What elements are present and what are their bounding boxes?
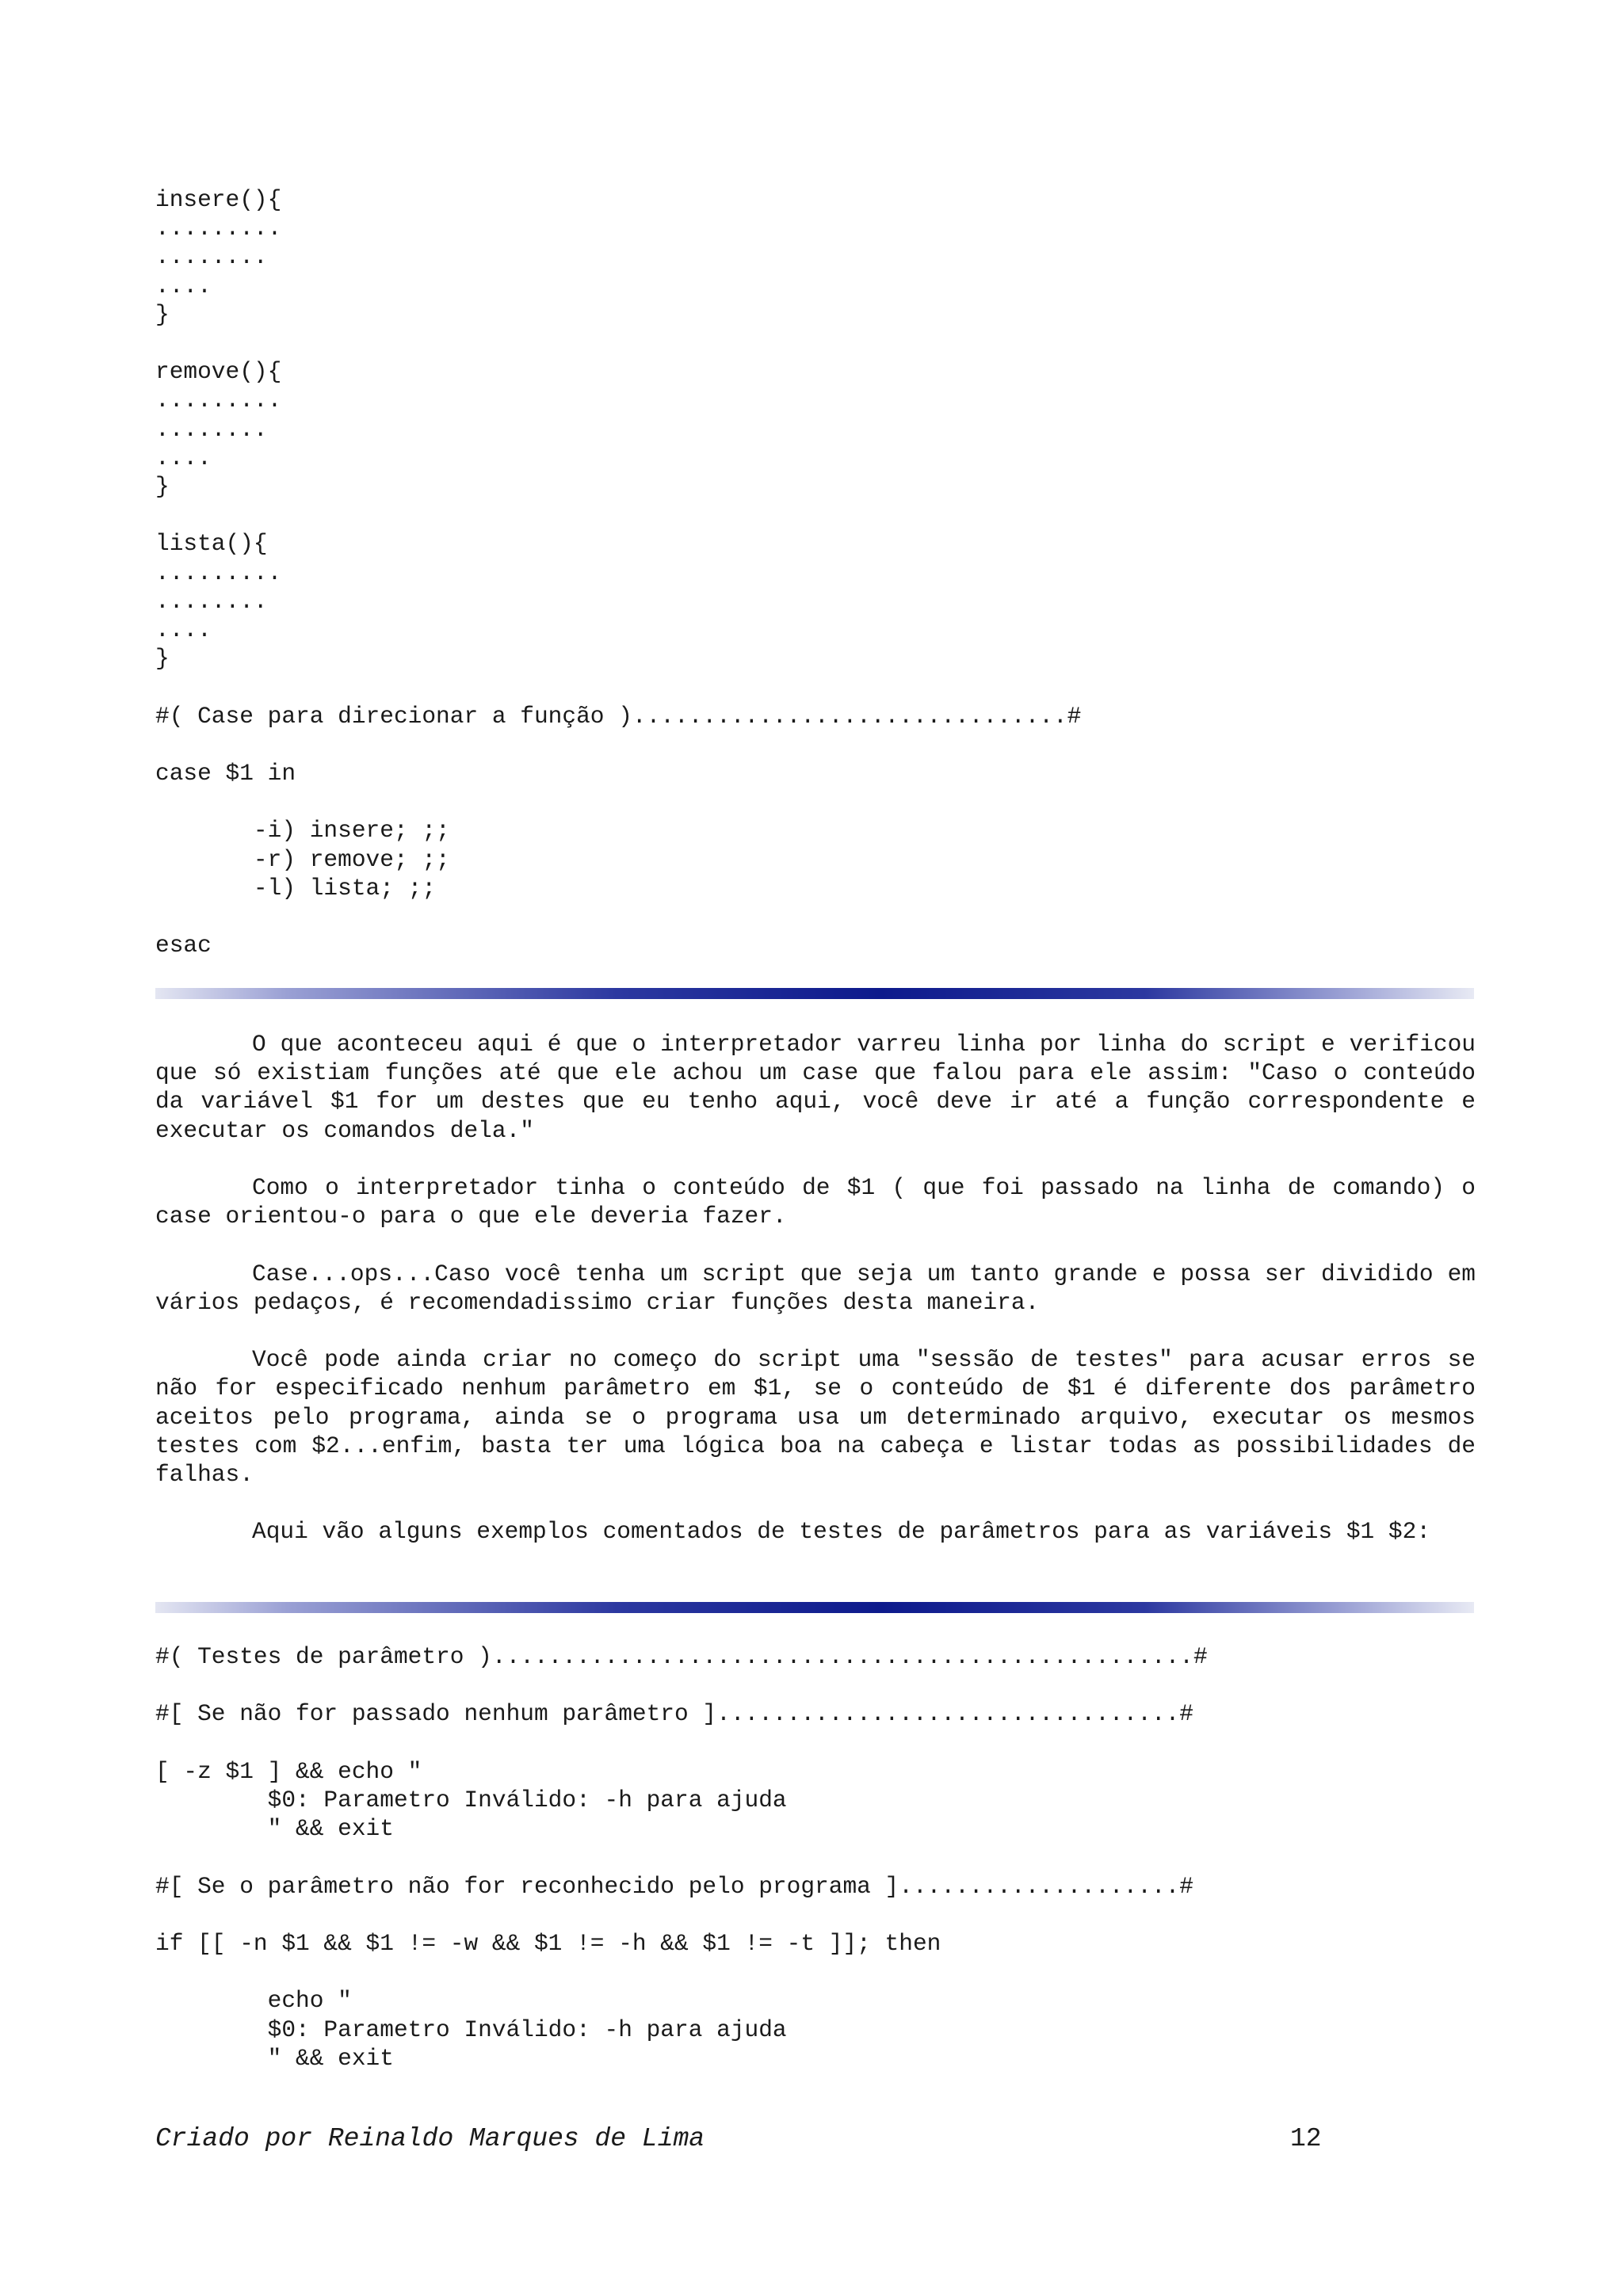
- code-line: case $1 in: [155, 760, 296, 788]
- paragraph: O que aconteceu aqui é que o interpretador varreu linha por linha do script e verificou que só existiam funções até que ele achou um case que falou para ele assim: "Caso o conteúdo da variável $1 for um destes que eu tenho aqui, você deve ir até a função correspondente e executar os comandos dela.": [155, 1031, 1476, 1144]
- code-block-functions: [155, 185, 1487, 959]
- section-divider-bottom: [155, 1602, 1474, 1613]
- code-line: -r) remove; ;;: [155, 845, 450, 873]
- code-line: #[ Se não for passado nenhum parâmetro ].................................#: [155, 1700, 1194, 1728]
- code-line: #[ Se o parâmetro não for reconhecido pelo programa ]....................#: [155, 1872, 1194, 1900]
- paragraph: Case...ops...Caso você tenha um script que seja um tanto grande e possa ser dividido em vários pedaços, é recomendadissimo criar funções desta maneira.: [155, 1260, 1476, 1316]
- code-block-parameter-tests: [155, 1642, 1487, 2073]
- code-line: echo ": [155, 1987, 352, 2015]
- code-line: " && exit: [155, 2044, 394, 2072]
- code-line: #( Testes de parâmetro )..................................................#: [155, 1643, 1208, 1670]
- code-line: ........: [155, 587, 268, 615]
- code-line: #( Case para direcionar a função )...............................#: [155, 702, 1082, 730]
- code-line: }: [155, 300, 170, 328]
- paragraph: Você pode ainda criar no começo do script uma "sessão de testes" para acusar erros se não for especificado nenhum parâmetro em $1, se o conteúdo de $1 é diferente dos parâmetro aceitos pelo programa, ainda se o programa usa um determinado arquivo, executar os mesmos testes com $2...enfim, basta ter uma lógica boa na cabeça e listar todas as possibilidades de falhas.: [155, 1346, 1476, 1488]
- code-line: -l) lista; ;;: [155, 874, 437, 902]
- paragraph: Aqui vão alguns exemplos comentados de testes de parâmetros para as variáveis $1 $2:: [252, 1518, 1431, 1546]
- code-line: insere(){: [155, 186, 282, 213]
- section-divider-top: [155, 988, 1474, 999]
- explanation-text: [155, 1030, 1476, 1547]
- paragraph: Como o interpretador tinha o conteúdo de $1 ( que foi passado na linha de comando) o case orientou-o para o que ele deveria fazer.: [155, 1174, 1476, 1230]
- code-line: ........: [155, 415, 268, 443]
- code-line: $0: Parametro Inválido: -h para ajuda: [155, 1787, 787, 1814]
- code-line: }: [155, 645, 170, 673]
- code-line: " && exit: [155, 1815, 394, 1843]
- footer-author: Criado por Reinaldo Marques de Lima: [155, 2124, 705, 2153]
- code-line: ....: [155, 272, 212, 299]
- code-line: -i) insere; ;;: [155, 817, 450, 845]
- code-line: esac: [155, 932, 212, 959]
- code-line: remove(){: [155, 358, 282, 386]
- code-line: ........: [155, 243, 268, 271]
- code-line: $0: Parametro Inválido: -h para ajuda: [155, 2016, 787, 2043]
- code-line: ....: [155, 616, 212, 644]
- code-line: }: [155, 473, 170, 501]
- code-line: .........: [155, 559, 282, 586]
- code-line: .........: [155, 387, 282, 414]
- code-line: .........: [155, 215, 282, 242]
- page-number: 12: [1290, 2124, 1322, 2153]
- code-line: if [[ -n $1 && $1 != -w && $1 != -h && $1 != -t ]]; then: [155, 1930, 941, 1958]
- code-line: ....: [155, 444, 212, 471]
- code-line: [ -z $1 ] && echo ": [155, 1757, 422, 1785]
- code-line: lista(){: [155, 530, 268, 558]
